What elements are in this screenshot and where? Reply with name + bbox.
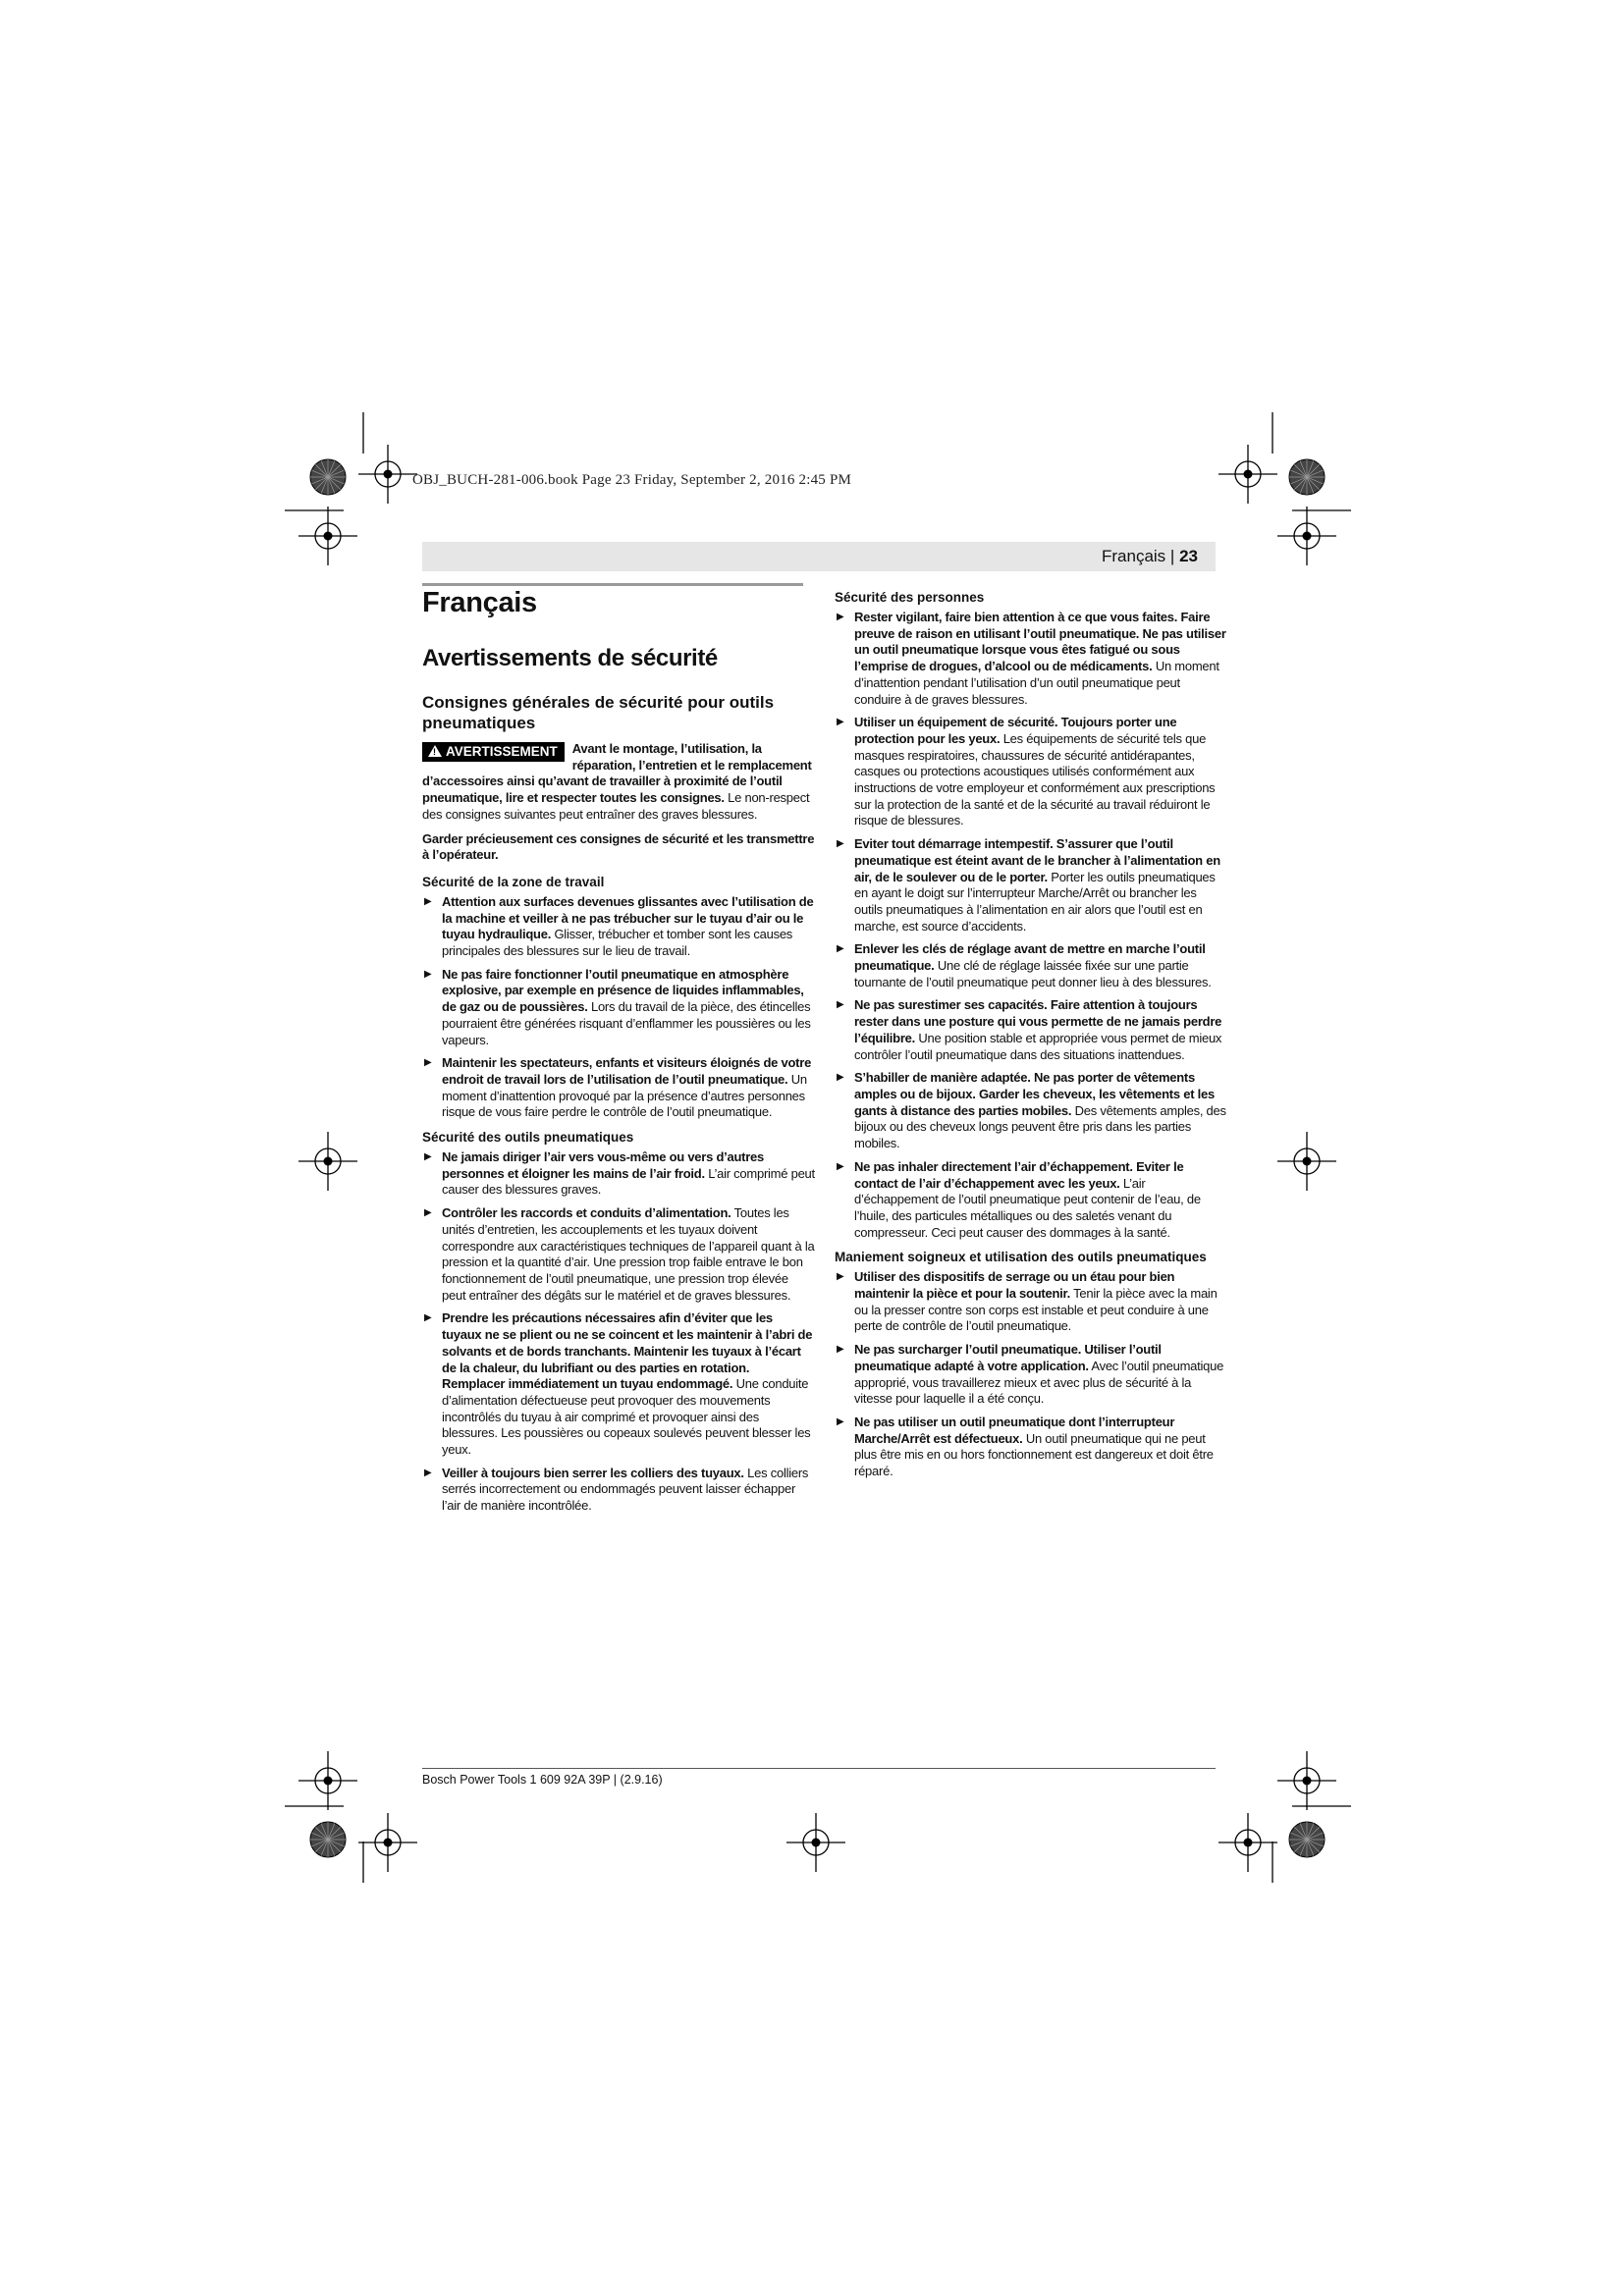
list-item (422, 894, 815, 960)
warning-bold: Avant le montage, l’utilisation, la réparation, l’entretien et le remplacement d’accessoires ainsi qu’avant de travailler à proximité de l’outil pneumatique, lire et respecter toutes les consignes. (422, 741, 812, 806)
item-bold: Ne pas faire fonctionner l’outil pneumatique en atmosphère explosive, par exemple en présence de liquides inflammables, de gaz ou de poussières. (442, 966, 804, 1015)
right-sections (835, 589, 1227, 1480)
list-item (835, 1342, 1227, 1408)
safety-list (835, 610, 1227, 1241)
triangle-bullet-icon: ▶ (837, 838, 844, 850)
list-item (835, 997, 1227, 1063)
list-item (835, 1070, 1227, 1152)
list-item (835, 1159, 1227, 1242)
item-bold: Ne pas utiliser un outil pneumatique dont l’interrupteur Marche/Arrêt est défectueux. (854, 1414, 1175, 1446)
safety-list (835, 1269, 1227, 1479)
item-text: Un moment d’inattention pendant l’utilisation d’un outil pneumatique peut conduire à de graves blessures. (854, 659, 1219, 707)
page-header (422, 542, 1216, 571)
item-text: Une clé de réglage laissée fixée sur une partie tournante de l’outil pneumatique peut donner lieu à des blessures. (854, 958, 1212, 989)
section-heading: Maniement soigneux et utilisation des outils pneumatiques (835, 1250, 1207, 1265)
subsection-title: Consignes générales de sécurité pour outils pneumatiques (422, 693, 775, 732)
triangle-bullet-icon: ▶ (837, 1271, 844, 1283)
triangle-bullet-icon: ▶ (424, 1057, 432, 1069)
item-text: Avec l’outil pneumatique approprié, vous travaillerez mieux et avec plus de sécurité à la vitesse pour laquelle il a été conçu. (854, 1358, 1224, 1407)
triangle-bullet-icon: ▶ (424, 1467, 432, 1478)
item-text: Un outil pneumatique qui ne peut plus être mis en ou hors fonctionnement est dangereux et doit être réparé. (854, 1430, 1214, 1479)
section-title: Avertissements de sécurité (422, 645, 718, 671)
section-heading: Sécurité des personnes (835, 590, 985, 605)
left-column (422, 581, 815, 1522)
triangle-bullet-icon: ▶ (424, 968, 432, 980)
left-sections (422, 874, 815, 1515)
item-text: Les colliers serrés incorrectement ou endommagés peuvent laisser échapper l’air de manière incontrôlée. (442, 1465, 809, 1514)
keep-notice-text: Garder précieusement ces consignes de sécurité et les transmettre à l’opérateur. (422, 830, 815, 863)
item-text: L’air d’échappement de l’outil pneumatique peut contenir de l’eau, de l’huile, des particules métalliques ou des saletés venant du compresseur. Ceci peut causer des dommages à la santé. (854, 1175, 1201, 1240)
section-heading: Sécurité de la zone de travail (422, 874, 605, 889)
list-item (422, 1466, 815, 1515)
item-bold: Veiller à toujours bien serrer les colliers des tuyaux. (442, 1465, 744, 1480)
warning-regular: Le non-respect des consignes suivantes peut entraîner des graves blessures. (422, 790, 810, 822)
page-footer: Bosch Power Tools 1 609 92A 39P | (2.9.16) (422, 1773, 663, 1787)
item-text: Les équipements de sécurité tels que masques respiratoires, chaussures de sécurité antidérapantes, casques ou protections acoustiques utilisés conformément aux instructions de votre employeur et conformément aux prescriptions sur la protection de la santé et de la sécurité au travail réduiront le risque de blessures. (854, 730, 1216, 828)
list-item (835, 1415, 1227, 1480)
list-item (835, 1269, 1227, 1335)
list-item (422, 967, 815, 1049)
item-bold: Attention aux surfaces devenues glissantes avec l’utilisation de la machine et veiller à ne pas trébucher sur le tuyau d’air ou le tuyau hydraulique. (442, 893, 814, 942)
book-slug: OBJ_BUCH-281-006.book Page 23 Friday, September 2, 2016 2:45 PM (412, 472, 852, 488)
item-text: Des vêtements amples, des bijoux ou des cheveux longs peuvent être pris dans les parties mobiles. (854, 1102, 1226, 1151)
safety-list (422, 894, 815, 1121)
item-bold: S’habiller de manière adaptée. Ne pas porter de vêtements amples ou de bijoux. Garder les cheveux, les vêtements et les gants à distance des parties mobiles. (854, 1070, 1215, 1118)
triangle-bullet-icon: ▶ (424, 895, 432, 907)
triangle-bullet-icon: ▶ (837, 717, 844, 728)
item-text: Un moment d’inattention provoqué par la présence d’autres personnes risque de vous faire perdre le contrôle de l’outil pneumatique. (442, 1071, 807, 1120)
right-column (835, 581, 1227, 1487)
item-text: Une conduite d’alimentation défectueuse peut provoquer des mouvements incontrôlés du tuyau à air comprimé et provoquer ainsi des blessures. Les poussières ou copeaux soulevés peuvent blesser les yeux. (442, 1376, 811, 1458)
header-separator: | (1169, 547, 1175, 565)
list-item (835, 610, 1227, 708)
item-bold: Ne jamais diriger l’air vers vous-même ou vers d’autres personnes et éloigner les mains de l’air froid. (442, 1149, 765, 1181)
item-text: L’air comprimé peut causer des blessures graves. (442, 1165, 815, 1198)
item-bold: Maintenir les spectateurs, enfants et visiteurs éloignés de votre endroit de travail lors de l’utilisation de l’outil pneumatique. (442, 1055, 812, 1087)
page-title: Français (422, 587, 537, 618)
item-bold: Prendre les précautions nécessaires afin d’éviter que les tuyaux ne se plient ou ne se coincent et les maintenir à l’abri de solvants et de bords tranchants. Maintenir les tuyaux à l’écart de la chaleur, du lubrifiant ou des parties en rotation. Remplacer immédiatement un tuyau endommagé. (442, 1310, 813, 1392)
list-item (422, 1055, 815, 1121)
item-text: Glisser, trébucher et tomber sont les causes principales des blessures sur le lieu de travail. (442, 927, 793, 959)
triangle-bullet-icon: ▶ (837, 612, 844, 622)
keep-notice (422, 831, 815, 864)
section-heading: Sécurité des outils pneumatiques (422, 1130, 634, 1146)
triangle-bullet-icon: ▶ (837, 999, 844, 1011)
footer-rule (422, 1768, 1216, 1769)
header-text (1102, 547, 1198, 566)
triangle-bullet-icon: ▶ (424, 1151, 432, 1163)
item-text: Porter les outils pneumatiques en ayant le doigt sur l’interrupteur Marche/Arrêt ou brancher les outils pneumatiques à l’alimentation en air alors que l’outil est en marche, est source d’accidents. (854, 869, 1216, 934)
item-bold: Eviter tout démarrage intempestif. S’assurer que l’outil pneumatique est éteint avant de le brancher à l’alimentation en air, de le soulever ou de le porter. (854, 836, 1220, 884)
item-bold: Contrôler les raccords et conduits d’alimentation. (442, 1205, 731, 1221)
item-bold: Enlever les clés de réglage avant de mettre en marche l’outil pneumatique. (854, 941, 1206, 974)
item-bold: Utiliser des dispositifs de serrage ou un étau pour bien maintenir la pièce et pour la soutenir. (854, 1269, 1175, 1302)
warning-badge (422, 742, 565, 762)
item-bold: Ne pas surestimer ses capacités. Faire attention à toujours rester dans une posture qui vous permette de ne jamais perdre l’équilibre. (854, 997, 1222, 1045)
triangle-bullet-icon: ▶ (424, 1312, 432, 1324)
item-bold: Utiliser un équipement de sécurité. Toujours porter une protection pour les yeux. (854, 715, 1177, 746)
warning-triangle-icon: ! (428, 745, 442, 757)
triangle-bullet-icon: ▶ (424, 1207, 432, 1219)
page-number: 23 (1179, 547, 1198, 565)
triangle-bullet-icon: ▶ (837, 1072, 844, 1084)
item-text: Toutes les unités d’entretien, les accouplements et les tuyaux doivent correspondre aux caractéristiques techniques de l’appareil quant à la pression et la quantité d’air. Une pression trop faible entrave le bon fonctionnement de l’outil pneumatique, une pression trop élevée peut entraîner des dégâts sur le matériel et de graves blessures. (442, 1205, 815, 1303)
triangle-bullet-icon: ▶ (837, 1344, 844, 1356)
list-item (422, 1205, 815, 1304)
list-item (422, 1149, 815, 1199)
list-item (835, 715, 1227, 829)
list-item (422, 1310, 815, 1458)
item-bold: Ne pas surcharger l’outil pneumatique. Utiliser l’outil pneumatique adapté à votre application. (854, 1342, 1162, 1373)
item-bold: Ne pas inhaler directement l’air d’échappement. Eviter le contact de l’air d’échappement avec les yeux. (854, 1158, 1184, 1191)
triangle-bullet-icon: ▶ (837, 943, 844, 955)
list-item (835, 941, 1227, 990)
safety-list (422, 1149, 815, 1515)
item-text: Lors du travail de la pièce, des étincelles pourraient être générées risquant d’enflammer les poussières ou les vapeurs. (442, 999, 811, 1047)
triangle-bullet-icon: ▶ (837, 1160, 844, 1172)
header-language: Français (1102, 547, 1166, 565)
item-text: Une position stable et appropriée vous permet de mieux contrôler l’outil pneumatique dans des situations inattendues. (854, 1030, 1222, 1062)
triangle-bullet-icon: ▶ (837, 1415, 844, 1427)
item-bold: Rester vigilant, faire bien attention à ce que vous faites. Faire preuve de raison en utilisant l’outil pneumatique. Ne pas utiliser un outil pneumatique lorsque vous êtes fatigué ou sous l’emprise de drogues, d’alcool ou de médicaments. (854, 610, 1226, 674)
warning-block (422, 741, 815, 824)
list-item (835, 836, 1227, 934)
item-text: Tenir la pièce avec la main ou la presser contre son corps est instable et peut conduire à une perte de contrôle de l’outil pneumatique. (854, 1286, 1218, 1334)
warning-badge-label: AVERTISSEMENT (446, 744, 558, 759)
